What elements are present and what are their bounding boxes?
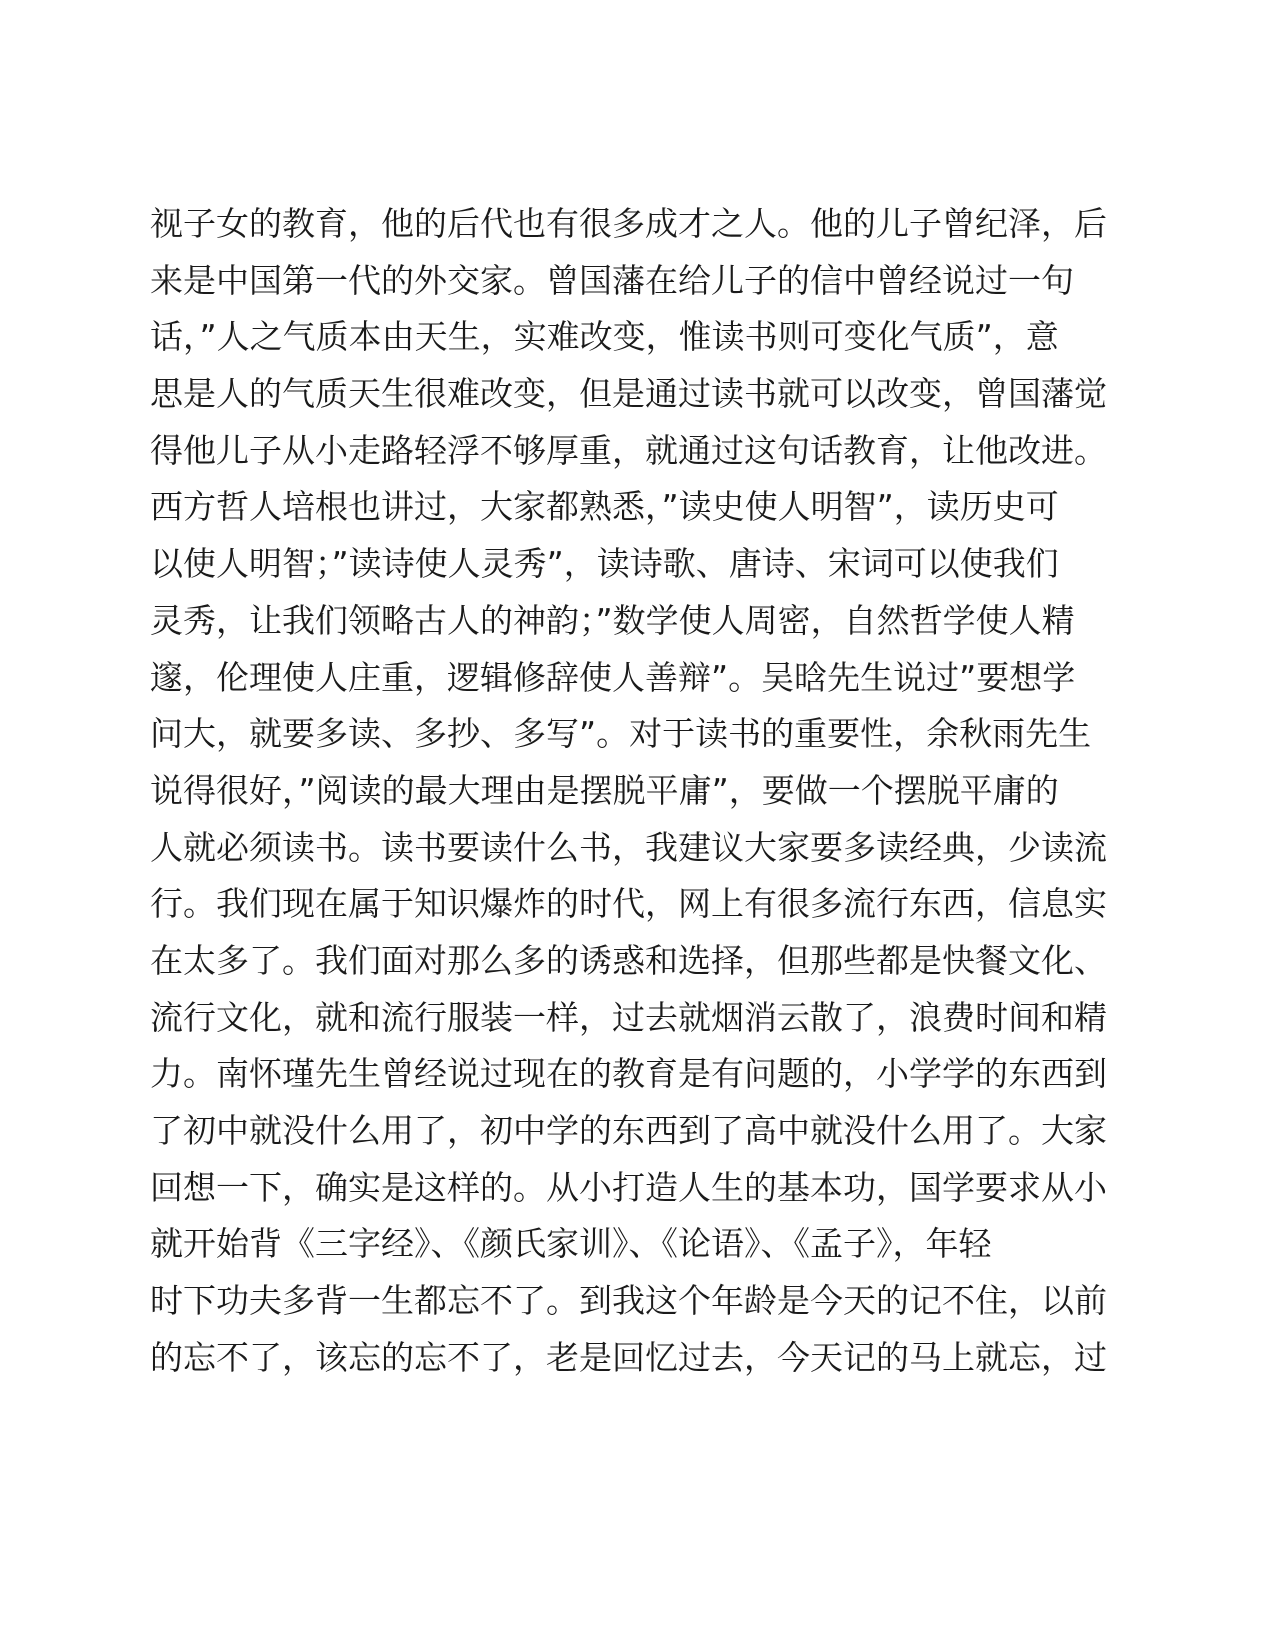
text-line: 视子女的教育，他的后代也有很多成才之人。他的儿子曾纪泽，后 bbox=[150, 204, 1107, 243]
text-line: 说得很好，”阅读的最大理由是摆脱平庸”，要做一个摆脱平庸的 bbox=[150, 770, 1059, 810]
text-line: 力。南怀瑾先生曾经说过现在的教育是有问题的，小学学的东西到 bbox=[150, 1054, 1107, 1094]
text-line: 就开始背《三字经》、《颜氏家训》、《论语》、《孟子》，年轻 bbox=[150, 1224, 992, 1264]
text-line: 的忘不了，该忘的忘不了，老是回忆过去，今天记的马上就忘，过 bbox=[150, 1337, 1107, 1377]
text-line: 了初中就没什么用了，初中学的东西到了高中就没什么用了。大家 bbox=[150, 1111, 1107, 1150]
text-line: 流行文化，就和流行服装一样，过去就烟消云散了，浪费时间和精 bbox=[150, 997, 1107, 1037]
text-line: 人就必须读书。读书要读什么书，我建议大家要多读经典，少读流 bbox=[150, 827, 1107, 867]
text-line: 西方哲人培根也讲过，大家都熟悉，”读史使人明智”，读历史可 bbox=[150, 487, 1059, 527]
body-text bbox=[150, 196, 1125, 1386]
text-line: 时下功夫多背一生都忘不了。到我这个年龄是今天的记不住，以前 bbox=[150, 1281, 1107, 1321]
text-line: 回想一下，确实是这样的。从小打造人生的基本功，国学要求从小 bbox=[150, 1167, 1107, 1207]
text-line: 来是中国第一代的外交家。曾国藩在给儿子的信中曾经说过一句 bbox=[150, 260, 1074, 300]
text-line: 得他儿子从小走路轻浮不够厚重，就通过这句话教育，让他改进。 bbox=[150, 430, 1107, 470]
text-line: 问大，就要多读、多抄、多写”。对于读书的重要性，余秋雨先生 bbox=[150, 714, 1092, 754]
text-line: 思是人的气质天生很难改变，但是通过读书就可以改变，曾国藩觉 bbox=[150, 374, 1107, 414]
text-line: 话，”人之气质本由天生，实难改变，惟读书则可变化气质”，意 bbox=[150, 317, 1059, 357]
text-line: 在太多了。我们面对那么多的诱惑和选择，但那些都是快餐文化、 bbox=[150, 940, 1107, 980]
text-line: 邃，伦理使人庄重，逻辑修辞使人善辩”。吴晗先生说过”要想学 bbox=[150, 657, 1076, 697]
text-line: 行。我们现在属于知识爆炸的时代，网上有很多流行东西，信息实 bbox=[150, 884, 1107, 924]
text-line: 灵秀，让我们领略古人的神韵；”数学使人周密，自然哲学使人精 bbox=[150, 600, 1075, 640]
text-line: 以使人明智；”读诗使人灵秀”，读诗歌、唐诗、宋词可以使我们 bbox=[150, 544, 1059, 584]
